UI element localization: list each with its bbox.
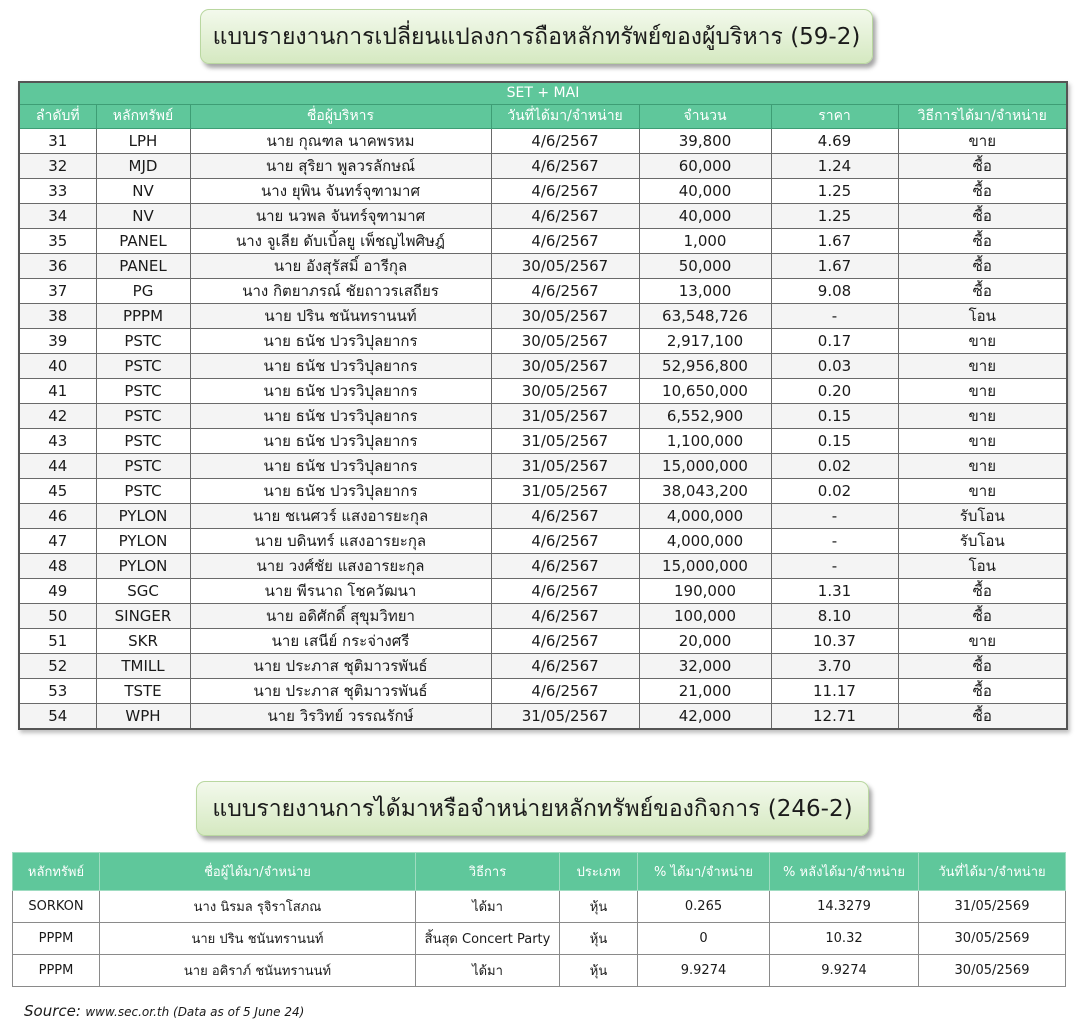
table-cell: ได้มา: [416, 891, 560, 923]
table-cell: -: [771, 528, 898, 553]
table-cell: 4/6/2567: [491, 503, 639, 528]
table-row: [19, 278, 1067, 303]
table-row: [19, 528, 1067, 553]
table-cell: ซื้อ: [898, 278, 1067, 303]
table-cell: ซื้อ: [898, 228, 1067, 253]
column-header: % ได้มา/จำหน่าย: [638, 853, 770, 891]
table-cell: 4.69: [771, 128, 898, 153]
table-cell: PYLON: [96, 528, 190, 553]
table-cell: 2,917,100: [639, 328, 771, 353]
table-cell: นาง ยุพิน จันทร์จุฑามาศ: [190, 178, 491, 203]
table-row: [19, 328, 1067, 353]
column-header: วันที่ได้มา/จำหน่าย: [919, 853, 1066, 891]
table-cell: 38,043,200: [639, 478, 771, 503]
table-cell: PSTC: [96, 378, 190, 403]
table-row: [13, 923, 1066, 955]
table-cell: 52: [19, 653, 96, 678]
table-cell: นาย ชเนศวร์ แสงอารยะกุล: [190, 503, 491, 528]
table-cell: 32,000: [639, 653, 771, 678]
table-row: [19, 378, 1067, 403]
table-row: [19, 228, 1067, 253]
table-cell: 15,000,000: [639, 553, 771, 578]
table-cell: TSTE: [96, 678, 190, 703]
table-cell: 47: [19, 528, 96, 553]
report-title-59-2: แบบรายงานการเปลี่ยนแปลงการถือหลักทรัพย์ของผู้บริหาร (59-2): [200, 9, 873, 64]
table-cell: ขาย: [898, 428, 1067, 453]
table-cell: ซื้อ: [898, 603, 1067, 628]
table-row: [19, 703, 1067, 729]
table-cell: 60,000: [639, 153, 771, 178]
column-header: จำนวน: [639, 104, 771, 128]
table-cell: -: [771, 503, 898, 528]
table-cell: นาย ปริน ชนันทรานนท์: [190, 303, 491, 328]
table-cell: 4/6/2567: [491, 653, 639, 678]
table-cell: 100,000: [639, 603, 771, 628]
table-cell: PSTC: [96, 353, 190, 378]
table-cell: ซื้อ: [898, 678, 1067, 703]
table-cell: 14.3279: [770, 891, 919, 923]
table-cell: นาย ประภาส ชุติมาวรพันธ์: [190, 653, 491, 678]
table-cell: ซื้อ: [898, 153, 1067, 178]
table-cell: PSTC: [96, 453, 190, 478]
table-row: [19, 603, 1067, 628]
table-row: [19, 253, 1067, 278]
table-cell: 45: [19, 478, 96, 503]
table-cell: PPPM: [96, 303, 190, 328]
table-row: [19, 303, 1067, 328]
column-header: ลำดับที่: [19, 104, 96, 128]
table-row: [19, 478, 1067, 503]
table-cell: 4/6/2567: [491, 228, 639, 253]
table-cell: หุ้น: [560, 891, 638, 923]
table-cell: TMILL: [96, 653, 190, 678]
table-row: [19, 203, 1067, 228]
table-cell: นาย เสนีย์ กระจ่างศรี: [190, 628, 491, 653]
table-cell: 40,000: [639, 178, 771, 203]
table-cell: ขาย: [898, 478, 1067, 503]
table-cell: MJD: [96, 153, 190, 178]
table-cell: รับโอน: [898, 528, 1067, 553]
table-cell: 0.20: [771, 378, 898, 403]
table-cell: นาย ประภาส ชุติมาวรพันธ์: [190, 678, 491, 703]
table-cell: 51: [19, 628, 96, 653]
table-cell: นาย สุริยา พูลวรลักษณ์: [190, 153, 491, 178]
table-header-row: [19, 104, 1067, 128]
table-cell: ขาย: [898, 453, 1067, 478]
table-cell: 4/6/2567: [491, 153, 639, 178]
table-cell: นาง นิรมล รุจิราโสภณ: [100, 891, 416, 923]
table-cell: ซื้อ: [898, 653, 1067, 678]
table-cell: 42: [19, 403, 96, 428]
table-cell: นาย อคิราภ์ ชนันทรานนท์: [100, 955, 416, 987]
table-cell: นาย ธนัช ปวรวิปุลยากร: [190, 453, 491, 478]
table-cell: 41: [19, 378, 96, 403]
table-cell: 10,650,000: [639, 378, 771, 403]
table-cell: 48: [19, 553, 96, 578]
table-cell: 9.9274: [770, 955, 919, 987]
table-cell: 40,000: [639, 203, 771, 228]
table-cell: PYLON: [96, 503, 190, 528]
table-cell: 30/05/2569: [919, 955, 1066, 987]
table-cell: PPPM: [13, 923, 100, 955]
table-cell: SGC: [96, 578, 190, 603]
table-cell: 49: [19, 578, 96, 603]
table-row: [19, 678, 1067, 703]
column-header: วันที่ได้มา/จำหน่าย: [491, 104, 639, 128]
column-header: วิธีการ: [416, 853, 560, 891]
table-header-row: [13, 853, 1066, 891]
table-cell: นาย ธนัช ปวรวิปุลยากร: [190, 353, 491, 378]
table-cell: 8.10: [771, 603, 898, 628]
table-cell: SORKON: [13, 891, 100, 923]
table-cell: 42,000: [639, 703, 771, 729]
table-cell: นาย ธนัช ปวรวิปุลยากร: [190, 403, 491, 428]
table-cell: 31/05/2567: [491, 453, 639, 478]
table-row: [19, 128, 1067, 153]
table-cell: 38: [19, 303, 96, 328]
table-cell: 20,000: [639, 628, 771, 653]
table-cell: 40: [19, 353, 96, 378]
table-cell: 31/05/2567: [491, 428, 639, 453]
table-cell: PSTC: [96, 428, 190, 453]
table-cell: ซื้อ: [898, 253, 1067, 278]
table-cell: ซื้อ: [898, 203, 1067, 228]
table-cell: 31/05/2567: [491, 403, 639, 428]
table-cell: ขาย: [898, 403, 1067, 428]
table-cell: โอน: [898, 303, 1067, 328]
table-cell: 21,000: [639, 678, 771, 703]
table-row: [19, 428, 1067, 453]
table-cell: PPPM: [13, 955, 100, 987]
table-cell: หุ้น: [560, 923, 638, 955]
table-cell: ซื้อ: [898, 703, 1067, 729]
table-cell: 13,000: [639, 278, 771, 303]
table-cell: ซื้อ: [898, 578, 1067, 603]
column-header: ชื่อผู้ได้มา/จำหน่าย: [100, 853, 416, 891]
table-cell: 0.265: [638, 891, 770, 923]
table-cell: หุ้น: [560, 955, 638, 987]
table-cell: นาง จูเลีย ดับเบิ้ลยู เพ็ชญไพศิษฎ์: [190, 228, 491, 253]
table-cell: สิ้นสุด Concert Party: [416, 923, 560, 955]
table-cell: 33: [19, 178, 96, 203]
table-cell: 6,552,900: [639, 403, 771, 428]
column-header: ประเภท: [560, 853, 638, 891]
table-cell: 43: [19, 428, 96, 453]
source-label: Source:: [24, 1002, 81, 1020]
table-cell: นาย กุณฑล นาคพรหม: [190, 128, 491, 153]
table-cell: ได้มา: [416, 955, 560, 987]
table-cell: 1,000: [639, 228, 771, 253]
table-cell: ขาย: [898, 628, 1067, 653]
table-row: [19, 353, 1067, 378]
table-cell: 10.37: [771, 628, 898, 653]
table-cell: นาย ธนัช ปวรวิปุลยากร: [190, 328, 491, 353]
table-cell: นาย อดิศักดิ์ สุขุมวิทยา: [190, 603, 491, 628]
table-cell: นาย วงศ์ชัย แสงอารยะกุล: [190, 553, 491, 578]
table-cell: 4/6/2567: [491, 603, 639, 628]
table-row: [19, 653, 1067, 678]
table-row: [13, 955, 1066, 987]
table-cell: 1.25: [771, 203, 898, 228]
column-header: หลักทรัพย์: [13, 853, 100, 891]
table-cell: 31/05/2567: [491, 478, 639, 503]
table-cell: นาย วิรวิทย์ วรรณรักษ์: [190, 703, 491, 729]
table-cell: 9.9274: [638, 955, 770, 987]
table-cell: 12.71: [771, 703, 898, 729]
column-header: วิธีการได้มา/จำหน่าย: [898, 104, 1067, 128]
column-header: ราคา: [771, 104, 898, 128]
table-cell: 10.32: [770, 923, 919, 955]
table-cell: 39: [19, 328, 96, 353]
table-cell: 0: [638, 923, 770, 955]
table-cell: 9.08: [771, 278, 898, 303]
table-cell: 11.17: [771, 678, 898, 703]
table-cell: ขาย: [898, 328, 1067, 353]
table-cell: 0.17: [771, 328, 898, 353]
table-cell: 190,000: [639, 578, 771, 603]
table-row: [19, 403, 1067, 428]
table-cell: รับโอน: [898, 503, 1067, 528]
table-row: [19, 503, 1067, 528]
table-cell: 37: [19, 278, 96, 303]
table-cell: NV: [96, 178, 190, 203]
table-row: [19, 628, 1067, 653]
table-cell: PSTC: [96, 403, 190, 428]
table-cell: 4/6/2567: [491, 178, 639, 203]
table-cell: 35: [19, 228, 96, 253]
table-cell: 63,548,726: [639, 303, 771, 328]
table-cell: นาย อังสุรัสมิ์ อารีกุล: [190, 253, 491, 278]
table-cell: 39,800: [639, 128, 771, 153]
table-cell: 31: [19, 128, 96, 153]
table-cell: 0.02: [771, 478, 898, 503]
table-cell: 30/05/2567: [491, 303, 639, 328]
table-cell: นาย ธนัช ปวรวิปุลยากร: [190, 428, 491, 453]
table-cell: PG: [96, 278, 190, 303]
table-cell: 0.03: [771, 353, 898, 378]
table-cell: 1.24: [771, 153, 898, 178]
table-cell: 50,000: [639, 253, 771, 278]
table-cell: 4,000,000: [639, 503, 771, 528]
table-cell: นาง กิตยาภรณ์ ชัยถาวรเสถียร: [190, 278, 491, 303]
table-cell: 1.67: [771, 253, 898, 278]
table-cell: นาย ปริน ชนันทรานนท์: [100, 923, 416, 955]
table-cell: 4/6/2567: [491, 628, 639, 653]
table-cell: 3.70: [771, 653, 898, 678]
source-text: www.sec.or.th (Data as of 5 June 24): [85, 1005, 305, 1019]
table-cell: PANEL: [96, 253, 190, 278]
table-cell: 34: [19, 203, 96, 228]
table-cell: 1.67: [771, 228, 898, 253]
executive-holdings-table: [18, 81, 1068, 730]
table-cell: 1.25: [771, 178, 898, 203]
table-cell: NV: [96, 203, 190, 228]
table-cell: PANEL: [96, 228, 190, 253]
table-cell: ขาย: [898, 128, 1067, 153]
table-cell: 4/6/2567: [491, 128, 639, 153]
table-cell: 30/05/2567: [491, 353, 639, 378]
table-cell: 30/05/2567: [491, 378, 639, 403]
table-cell: 4/6/2567: [491, 278, 639, 303]
table-cell: -: [771, 553, 898, 578]
table-cell: 36: [19, 253, 96, 278]
table-cell: 53: [19, 678, 96, 703]
table-cell: WPH: [96, 703, 190, 729]
table-cell: 46: [19, 503, 96, 528]
table-row: [19, 553, 1067, 578]
table-cell: 4/6/2567: [491, 578, 639, 603]
table-cell: นาย พีรนาถ โชควัฒนา: [190, 578, 491, 603]
table-cell: 0.02: [771, 453, 898, 478]
table-cell: 15,000,000: [639, 453, 771, 478]
table-row: [13, 891, 1066, 923]
table-cell: 52,956,800: [639, 353, 771, 378]
table-cell: 4/6/2567: [491, 678, 639, 703]
table-cell: 50: [19, 603, 96, 628]
table-cell: PSTC: [96, 328, 190, 353]
table-cell: 31/05/2569: [919, 891, 1066, 923]
table-cell: 0.15: [771, 428, 898, 453]
table-cell: นาย ธนัช ปวรวิปุลยากร: [190, 378, 491, 403]
table-cell: 4/6/2567: [491, 203, 639, 228]
table-cell: 1,100,000: [639, 428, 771, 453]
market-header: SET + MAI: [19, 82, 1067, 104]
table-cell: 30/05/2567: [491, 253, 639, 278]
table-cell: SKR: [96, 628, 190, 653]
table-cell: 30/05/2569: [919, 923, 1066, 955]
table-cell: ขาย: [898, 378, 1067, 403]
table-cell: นาย ธนัช ปวรวิปุลยากร: [190, 478, 491, 503]
table-cell: 4,000,000: [639, 528, 771, 553]
table-cell: โอน: [898, 553, 1067, 578]
table-cell: 4/6/2567: [491, 528, 639, 553]
table-cell: -: [771, 303, 898, 328]
table-cell: 32: [19, 153, 96, 178]
table-cell: 44: [19, 453, 96, 478]
table-cell: PSTC: [96, 478, 190, 503]
table-cell: ซื้อ: [898, 178, 1067, 203]
source-note: [24, 1002, 304, 1020]
column-header: หลักทรัพย์: [96, 104, 190, 128]
column-header: ชื่อผู้บริหาร: [190, 104, 491, 128]
table-cell: นาย นวพล จันทร์จุฑามาศ: [190, 203, 491, 228]
table-cell: PYLON: [96, 553, 190, 578]
table-cell: 1.31: [771, 578, 898, 603]
table-row: [19, 153, 1067, 178]
table-cell: SINGER: [96, 603, 190, 628]
report-title-246-2: แบบรายงานการได้มาหรือจำหน่ายหลักทรัพย์ของกิจการ (246-2): [196, 781, 869, 836]
column-header: % หลังได้มา/จำหน่าย: [770, 853, 919, 891]
table-cell: 4/6/2567: [491, 553, 639, 578]
table-row: [19, 453, 1067, 478]
table-row: [19, 178, 1067, 203]
table-cell: 31/05/2567: [491, 703, 639, 729]
table-cell: ขาย: [898, 353, 1067, 378]
table-cell: 54: [19, 703, 96, 729]
table-cell: LPH: [96, 128, 190, 153]
acquisition-disposal-table: [12, 852, 1066, 987]
table-cell: 0.15: [771, 403, 898, 428]
table-cell: 30/05/2567: [491, 328, 639, 353]
table-row: [19, 578, 1067, 603]
table-cell: นาย บดินทร์ แสงอารยะกุล: [190, 528, 491, 553]
